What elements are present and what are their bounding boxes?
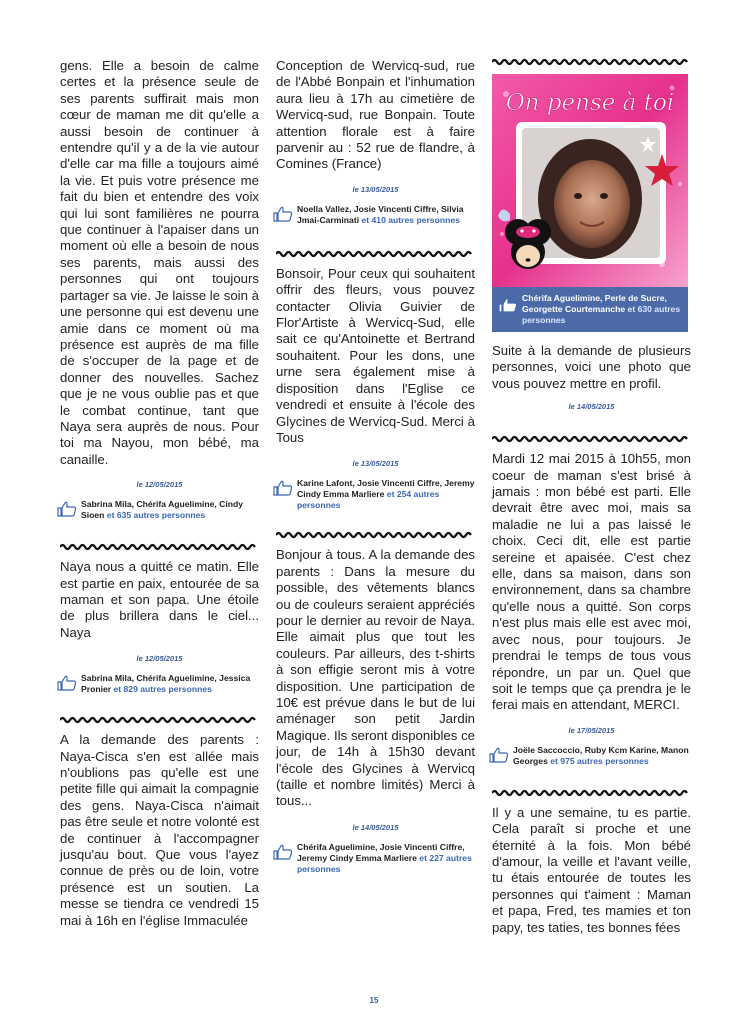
thumbs-up-icon — [273, 480, 293, 496]
post-date: le 12/05/2015 — [136, 480, 183, 490]
thumbs-up-icon — [57, 675, 77, 691]
post-text: Il y a une semaine, tu es partie. Cela paraît si proche et une éternité à la fois. Mon bébé d'amour, la veille et l'avant veille, tu étais entourée de toutes les personnes qui t'aiment : Maman et papa, Fred, tes mamies et ton papy, tes taties, tes bonnes fées — [492, 804, 691, 935]
photo-caption: On pense à toi — [505, 90, 675, 116]
column-3 — [492, 58, 691, 936]
post-text: Bonjour à tous. A la demande des parents : Dans la mesure du possible, des vêtements blancs ou de couleurs seraient appréciés pour le dernier au revoir de Naya. Elle aimait plus que tout les couleurs. Par ailleurs, des t-shirts à son effigie seront mis à votre disposition. Une participation de 10€ est prévue dans le but de lui aménager son petit Jardin Magique. Ils seront disponibles ce jour, de 14h à 15h30 devant l'école des Glycines à Wervicq (taille et nombre limités) Merci à tous... — [276, 547, 475, 809]
photo-post — [492, 74, 688, 332]
likes-count[interactable]: et 975 autres personnes — [550, 755, 649, 766]
post-text: Bonsoir, Pour ceux qui souhaitent offrir des fleurs, vous pouvez contacter Olivia Guivier de Flor'Artiste à Wervicq-Sud, elle sait ce qu'Antoinette et Bertrand souhaitent. Pour les dons, une urne sera également mise à disposition dans l'Eglise ce vendredi et ensuite à l'école des Glycines de Wervicq-Sud. Merci à Tous — [276, 265, 475, 445]
wavy-divider — [492, 789, 688, 797]
likes-count[interactable]: et 630 autres personnes — [522, 304, 681, 325]
likes-count[interactable]: et 227 autres personnes — [297, 852, 472, 874]
post-date: le 14/05/2015 — [352, 822, 399, 832]
likes-line — [273, 204, 475, 226]
post-text: Naya nous a quitté ce matin. Elle est partie en paix, entourée de sa maman et son papa. Une étoile de plus brillera dans le ciel... Naya — [60, 559, 259, 640]
post-date: le 12/05/2015 — [136, 654, 183, 664]
post-text: Suite à la demande de plusieurs personnes, voici une photo que vous pouvez mettre en profil. — [492, 343, 691, 391]
wavy-divider — [276, 531, 472, 539]
post-date: le 14/05/2015 — [568, 402, 615, 412]
wavy-divider — [492, 58, 688, 66]
post-date: le 13/05/2015 — [352, 184, 399, 194]
likes-count[interactable]: et 254 autres personnes — [297, 489, 440, 511]
wavy-divider — [60, 543, 256, 551]
column-1 — [60, 58, 259, 929]
likes-count[interactable]: et 635 autres personnes — [106, 510, 206, 521]
wavy-divider — [60, 716, 256, 724]
thumbs-up-icon — [498, 297, 518, 313]
likes-count[interactable]: et 410 autres personnes — [361, 214, 460, 225]
column-2 — [276, 58, 475, 875]
wavy-divider — [276, 250, 472, 258]
post-text: Conception de Wervicq-sud, rue de l'Abbé Bonpain et l'inhumation aura lieu à 17h au cimetière de Wervicq-sud, rue Bonpain. Toute attention florale est à faire parvenir au : 52 rue de flandre, à Comines (France) — [276, 58, 475, 172]
likes-names: Chérifa Aguelimine, Josie Vincenti Ciffre, Jeremy Cindy Emma Marliere — [297, 841, 465, 863]
wavy-divider — [492, 435, 688, 443]
post-date: le 17/05/2015 — [568, 725, 615, 735]
post-date: le 13/05/2015 — [352, 459, 399, 469]
likes-line — [273, 842, 475, 875]
thumbs-up-icon — [489, 747, 509, 763]
likes-names: Karine Lafont, Josie Vincenti Ciffre, Jeremy Cindy Emma Marliere — [297, 478, 475, 500]
likes-names: Noella Vallez, Josie Vincenti Ciffre, Silvia Jmai-Carminati — [297, 203, 464, 225]
profile-photo[interactable] — [492, 74, 688, 287]
thumbs-up-icon — [273, 844, 293, 860]
likes-line — [273, 478, 475, 511]
page-number: 15 — [369, 996, 379, 1005]
post-text: A la demande des parents : Naya-Cisca s'en est allée mais n'oublions pas qu'elle est une petite fille qui aimait la compagnie des gens. Naya-Cisca n'aimait pas être seule et notre volonté est de continuer à l'accompagner jusqu'au bout. Que vous l'ayez connue de près ou de loin, votre présence est un soutien. La messe se tiendra ce vendredi 15 mai à 16h en l'église Immaculée — [60, 732, 259, 928]
likes-line — [57, 673, 259, 695]
likes-names: Sabrina Mila, Chérifa Aguelimine, Jessica Pronier — [81, 673, 251, 695]
post-text: gens. Elle a besoin de calme certes et la présence seule de ses parents suffirait mais mon cœur de maman me dit qu'elle a aussi besoin de continuer à entendre qu'il y a de la vie autour d'elle car ma fille a toujours aimé la vie. Et puis votre présence me fait du bien et entendre des voix qui lui sont familières ne pourra que continuer à l'apaiser dans un moment où elle a besoin de nous ses parents, mais aussi des personnes qui ont toujours partager sa vie. Je laisse le soin à une personne qui est devenu une amie dans ce moment où ma présence est auprès de ma fille de s'occuper de la page et de donner des nouvelles. Sachez que je ne vous oublie pas et que le combat continue, tant que Naya sera auprès de nous. Pour toi ma Nayou, mon bébé, ma canaille. — [60, 58, 259, 467]
post-text: Mardi 12 mai 2015 à 10h55, mon coeur de maman s'est brisé à jamais : mon bébé est parti. Elle devrait être avec moi, mais sa maladie ne lui a pas laissé le choix. Ceci dit, elle est partie sereine et apaisée. C'est chez elle, dans sa maison, dans son environnement, dans sa chambre qu'elle nous a quitté. Son corps n'est plus mais elle est avec moi, avec nous, pour toujours. Je prendrai le temps de tous vous répondre, un par un. Quel que soit le temps que ça prendra je le ferai mais en attendant, MERCI. — [492, 451, 691, 713]
photo-likes-line — [492, 287, 688, 332]
likes-names: Sabrina Mila, Chérifa Aguelimine, Cindy Sioen — [81, 499, 244, 521]
likes-count[interactable]: et 829 autres personnes — [113, 684, 212, 695]
likes-names: Chérifa Aguelimine, Perle de Sucre, Georgette Courtemanche — [522, 293, 667, 314]
likes-line — [57, 499, 259, 521]
likes-line — [489, 745, 691, 767]
thumbs-up-icon — [57, 501, 77, 517]
thumbs-up-icon — [273, 206, 293, 222]
likes-names: Joële Saccoccio, Ruby Kcm Karine, Manon Georges — [513, 744, 689, 766]
